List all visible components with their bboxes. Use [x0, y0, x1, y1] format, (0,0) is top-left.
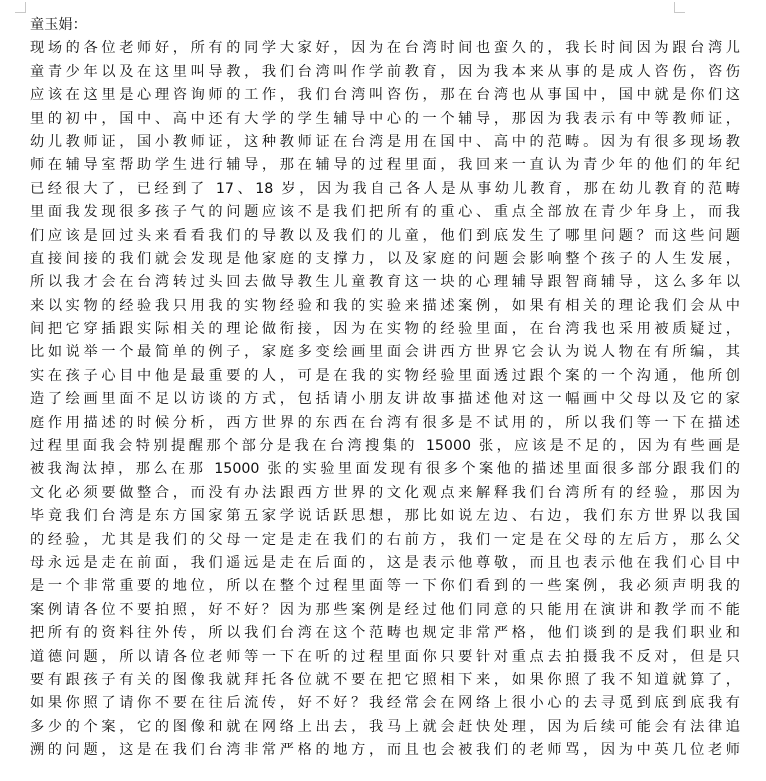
paragraph-line: 毕竟我们台湾是东方国家第五家学说话跃思想，那比如说左边、右边，我们东方世界以我国	[30, 508, 740, 525]
paragraph-line: 现场的各位老师好，所有的同学大家好，因为在台湾时间也蛮久的，我长时间因为跟台湾儿	[30, 40, 740, 57]
paragraph-line: 幼儿教师证，国小教师证，这种教师证在台湾是用在国中、高中的范畴。因为有很多现场教	[30, 133, 740, 150]
paragraph-line: 过程里面我会特别提醒那个部分是我在台湾搜集的 15000 张，应该是不足的，因为有些画是	[30, 438, 740, 455]
paragraph-line: 所以我才会在台湾转过头回去做导教生儿童教育这一块的心理辅导跟智商辅导，这么多年以	[30, 274, 740, 291]
paragraph-line: 被我淘汰掉，那么在那 15000 张的实验里面发现有很多个案他的描述里面很多部分跟我们的	[30, 461, 740, 478]
paragraph-line: 母永远是走在前面，我们遥远是走在后面的，这是表示他尊敬，而且也表示他在我们心目中	[30, 554, 740, 571]
paragraph-line: 里的初中，国中、高中还有大学的学生辅导中心的一个辅导，那因为我表示有中等教师证，	[30, 110, 740, 127]
paragraph-line: 溯的问题，这是在我们台湾非常严格的地方，而且也会被我们的老师骂，因为中英几位老师	[30, 742, 740, 759]
paragraph-line: 文化必须要做整合，而没有办法跟西方世界的文化观点来解释我们台湾所有的经验，那因为	[30, 484, 740, 501]
paragraph-line: 是一个非常重要的地位，所以在整个过程里面等一下你们看到的一些案例，我必须声明我的	[30, 578, 740, 595]
paragraph-line: 应该在这里是心理咨询师的工作，我们台湾叫咨伤，那在台湾也从事国中，国中就是你们这	[30, 87, 740, 104]
paragraph-line: 如果你照了请你不要在往后流传，好不好？我经常会在网络上很小心的去寻觅到底到底我有	[30, 695, 740, 712]
paragraph-line: 已经很大了，已经到了 17、18 岁，因为我自己各人是从事幼儿教育，那在幼儿教育的范畴	[30, 180, 740, 197]
paragraph-line: 间把它穿插跟实际相关的理论做衔接，因为在实物的经验里面，在台湾我也采用被质疑过，	[30, 321, 740, 338]
paragraph-line: 来以实物的经验我只用我的实物经验和我的实验来描述案例，如果有相关的理论我们会从中	[30, 297, 740, 314]
paragraph-line: 造了绘画里面不足以访谈的方式，包括请小朋友讲故事描述他对这一幅画中父母以及它的家	[30, 391, 740, 408]
paragraph-line: 童青少年以及在这里叫导教，我们台湾叫作学前教育，因为我本来从事的是成人咨伤，咨伤	[30, 63, 740, 80]
speaker-name: 童玉娟：	[30, 17, 87, 33]
paragraph-line: 们应该是回过头来看看我们的导教以及我们的儿童，他们到底发生了哪里问题？而这些问题	[30, 227, 740, 244]
page-corner-mark-top-right	[674, 2, 685, 13]
paragraph-line: 多少的个案，它的图像和就在网络上出去，我马上就会赶快处理，因为后续可能会有法律追	[30, 718, 740, 735]
document-body[interactable]	[30, 14, 740, 763]
paragraph-line: 的经验，尤其是我们的父母一定是走在我们的右前方，我们一定是在父母的左后方，那么父	[30, 531, 740, 548]
page-corner-mark-top-left	[15, 2, 26, 13]
paragraph-line: 比如说举一个最简单的例子，家庭多变绘画里面会讲西方世界它会认为说人物在有所编，其	[30, 344, 740, 361]
paragraph-line: 实在孩子心目中他是最重要的人，可是在我的实物经验里面透过跟个案的一个沟通，他所创	[30, 367, 740, 384]
paragraph-line: 道德问题，所以请各位老师等一下在听的过程里面你只要针对重点去拍摄我不反对，但是只	[30, 648, 740, 665]
paragraph-line: 里面我发现很多孩子气的问题应该不是我们把所有的重心、重点全部放在青少年身上，而我	[30, 204, 740, 221]
paragraph-line: 要有跟孩子有关的图像我就拜托各位就不要在把它照相下来，如果你照了我不知道就算了，	[30, 671, 740, 688]
paragraph-line: 把所有的资料往外传，所以我们台湾在这个范畴也规定非常严格，他们谈到的是我们职业和	[30, 625, 740, 642]
paragraph-line: 师在辅导室帮助学生进行辅导，那在辅导的过程里面，我回来一直认为青少年的他们的年纪	[30, 157, 740, 174]
paragraph-line: 直接间接的我们就会发现是他家庭的支撑力，以及家庭的问题会影响整个孩子的人生发展，	[30, 250, 740, 267]
paragraph-line: 庭作用描述的时候分析，西方世界的东西在台湾有很多是不试用的，所以我们等一下在描述	[30, 414, 740, 431]
paragraph-line: 案例请各位不要拍照，好不好？因为那些案例是经过他们同意的只能用在演讲和教学而不能	[30, 601, 740, 618]
